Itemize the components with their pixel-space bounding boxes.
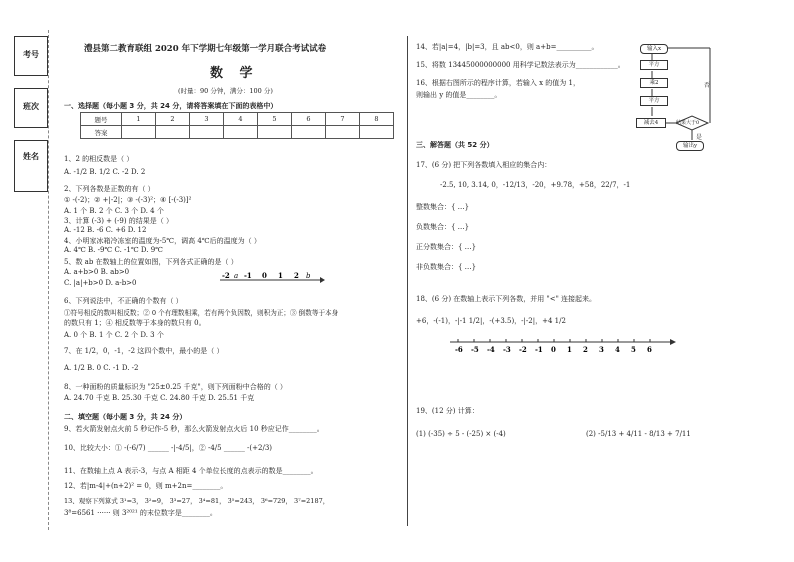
question-6-line-1: ①符号相反的数叫相反数；② 0 个有理数相乘，若有两个负因数，则积为正；③ 倒数等于本身 [64, 309, 339, 317]
question-9: 9、若火箭发射点火前 5 秒记作-5 秒，那么火箭发射点火后 10 秒应记作________。 [64, 425, 324, 433]
question-6-options: A. 0 个 B. 1 个 C. 2 个 D. 3 个 [64, 331, 164, 339]
set-integers: 整数集合：{ …} [416, 203, 470, 211]
question-7-options: A. 1/2 B. 0 C. -1 D. -2 [64, 364, 139, 372]
table-cell: 题号 [81, 113, 122, 126]
answer-cell[interactable] [224, 126, 258, 139]
question-14: 14、若|a|=4，|b|=3，且 ab<0，则 a+b=__________。 [416, 43, 599, 51]
axis-label: b [306, 272, 311, 280]
flow-no-label: 否 [704, 82, 711, 89]
question-17: 17、(6 分) 把下列各数填入相应的集合内： [416, 161, 552, 169]
axis-label: 2 [294, 271, 299, 280]
axis-label: 4 [615, 345, 620, 354]
question-16-line-1: 16、根据右图所示的程序计算，若输入 x 的值为 1， [416, 79, 580, 87]
table-cell: 7 [326, 113, 360, 126]
table-cell: 答案 [81, 126, 122, 139]
table-cell: 5 [258, 113, 292, 126]
q18-number-line [448, 336, 678, 358]
axis-label: -5 [471, 345, 479, 354]
question-2-items: ① -(-2)；② +|-2|；③ -(-3)²；④ [-(-3)]² [64, 196, 192, 204]
table-cell: 8 [360, 113, 394, 126]
question-7: 7、在 1/2，0，-1，-2 这四个数中，最小的是（ ） [64, 347, 224, 355]
axis-label: -4 [487, 345, 495, 354]
set-non-negatives: 非负数集合：{ …} [416, 263, 477, 271]
axis-label: -3 [503, 345, 511, 354]
flow-output: 输出y [676, 141, 704, 151]
question-5-options-2: C. |a|+b>0 D. a-b>0 [64, 279, 137, 287]
question-11: 11、在数轴上点 A 表示-3，与点 A 相距 4 个单位长度的点表示的数是________。 [64, 467, 318, 475]
table-row [81, 113, 394, 126]
set-positive-fractions: 正分数集合：{ …} [416, 243, 477, 251]
axis-label: 2 [583, 345, 588, 354]
exam-number-label: 考号 [23, 50, 39, 59]
axis-label: 0 [551, 345, 556, 354]
table-cell: 4 [224, 113, 258, 126]
class-box [14, 88, 48, 128]
question-1: 1、2 的相反数是（ ） [64, 155, 134, 163]
set-negatives: 负数集合：{ …} [416, 223, 470, 231]
table-cell: 2 [156, 113, 190, 126]
question-19-part-1: (1) (-35) ÷ 5 - (-25) × (-4) [416, 430, 506, 438]
axis-label: -2 [222, 271, 230, 280]
question-6: 6、下列说法中，不正确的个数有（ ） [64, 297, 183, 305]
axis-label: 1 [567, 345, 572, 354]
question-10: 10、比较大小：① -(-6/7) ______ -|-4/5|，② -4/5 ______ -(+2/3) [64, 444, 273, 452]
answer-cell[interactable] [292, 126, 326, 139]
axis-label: a [234, 272, 239, 280]
question-18-numbers: +6，-(-1)，-|-1 1/2|，-(+3.5)，-|-2|，+4 1/2 [416, 317, 566, 325]
section1-title: 一、选择题（每小题 3 分，共 24 分，请将答案填在下面的表格中） [64, 102, 278, 110]
flow-input: 输入x [640, 44, 668, 54]
question-6-line-2: 的数只有 1；④ 相反数等于本身的数只有 0。 [64, 319, 206, 327]
answer-cell[interactable] [156, 126, 190, 139]
question-13-line-1: 13、观察下列算式 3¹=3， 3²=9， 3³=27， 3⁴=81， 3⁵=243， 3⁶=729， 3⁷=2187， [64, 497, 330, 505]
table-cell: 1 [122, 113, 156, 126]
question-1-options: A. -1/2 B. 1/2 C. -2 D. 2 [64, 168, 146, 176]
table-row [81, 126, 394, 139]
question-15: 15、将数 13445000000000 用科学记数法表示为____________。 [416, 61, 625, 69]
flow-yes-label: 是 [696, 134, 703, 141]
class-label: 班次 [23, 102, 39, 111]
question-5-options-1: A. a+b>0 B. ab>0 [64, 268, 130, 276]
name-label: 姓名 [23, 152, 39, 161]
answer-cell[interactable] [326, 126, 360, 139]
axis-label: 1 [278, 271, 283, 280]
exam-title: 澧县第二教育联组 2020 年下学期七年级第一学月联合考试试卷 [84, 44, 327, 54]
question-4-options: A. 4℃ B. -9℃ C. -1℃ D. 9℃ [64, 246, 164, 254]
question-2-options: A. 1 个 B. 2 个 C. 3 个 D. 4 个 [64, 207, 164, 215]
question-16-line-2: 则输出 y 的值是________。 [416, 91, 502, 99]
answer-cell[interactable] [190, 126, 224, 139]
question-13-line-2: 3⁸=6561 ······ 则 3²⁰²¹ 的末位数字是________。 [64, 509, 217, 517]
question-3-options: A. -12 B. -6 C. +6 D. 12 [64, 226, 147, 234]
q5-number-line [216, 268, 326, 288]
question-4: 4、小明家冰箱冷冻室的温度为-5℃，调高 4℃后的温度为（ ） [64, 237, 261, 245]
question-2: 2、下列各数是正数的有（ ） [64, 185, 155, 193]
binding-line [48, 30, 49, 530]
table-cell: 3 [190, 113, 224, 126]
question-18: 18、(6 分) 在数轴上表示下列各数，并用 "<" 连接起来。 [416, 295, 597, 303]
flow-multiply-2: 乘2 [640, 78, 668, 88]
axis-label: 5 [631, 345, 636, 354]
subject-title: 数 学 [210, 66, 259, 81]
section2-title: 二、填空题（每小题 3 分，共 24 分） [64, 413, 187, 421]
axis-label: 6 [647, 345, 652, 354]
question-17-numbers: -2.5, 10, 3.14, 0，-12/13，-20，+9.78，+58，22/7，-1 [440, 181, 631, 189]
axis-label: -1 [244, 271, 252, 280]
answer-cell[interactable] [360, 126, 394, 139]
answer-cell[interactable] [258, 126, 292, 139]
axis-label: -1 [535, 345, 543, 354]
question-12: 12、若|m-4|+(n+2)² = 0，则 m+2n=________。 [64, 482, 228, 490]
answer-cell[interactable] [122, 126, 156, 139]
question-19: 19、(12 分) 计算： [416, 407, 479, 415]
exam-number-box [14, 36, 48, 76]
section3-title: 三、解答题（共 52 分） [416, 141, 494, 149]
flow-square-2: 平方 [640, 96, 668, 106]
page-divider [407, 36, 408, 526]
table-cell: 6 [292, 113, 326, 126]
flow-square-1: 平方 [640, 60, 668, 70]
name-box [14, 140, 48, 192]
axis-label: 0 [262, 271, 267, 280]
answer-table [80, 112, 394, 139]
question-8: 8、一种面粉的质量标识为 "25±0.25 千克"，则下列面粉中合格的（ ） [64, 383, 287, 391]
question-3: 3、计算 (-3) + (-9) 的结果是（ ） [64, 217, 174, 225]
question-8-options: A. 24.70 千克 B. 25.30 千克 C. 24.80 千克 D. 25.51 千克 [64, 394, 255, 402]
exam-info: (时量：90 分钟，满分：100 分) [178, 87, 273, 95]
axis-label: 3 [599, 345, 604, 354]
question-5: 5、数 ab 在数轴上的位置如图，下列各式正确的是（ ） [64, 258, 238, 266]
question-19-part-2: (2) -5/13 + 4/11 - 8/13 + 7/11 [586, 430, 691, 438]
axis-label: -6 [455, 345, 463, 354]
flow-condition: 结果大于0 [676, 120, 700, 126]
flow-minus-4: 减去4 [636, 118, 666, 128]
axis-label: -2 [519, 345, 527, 354]
